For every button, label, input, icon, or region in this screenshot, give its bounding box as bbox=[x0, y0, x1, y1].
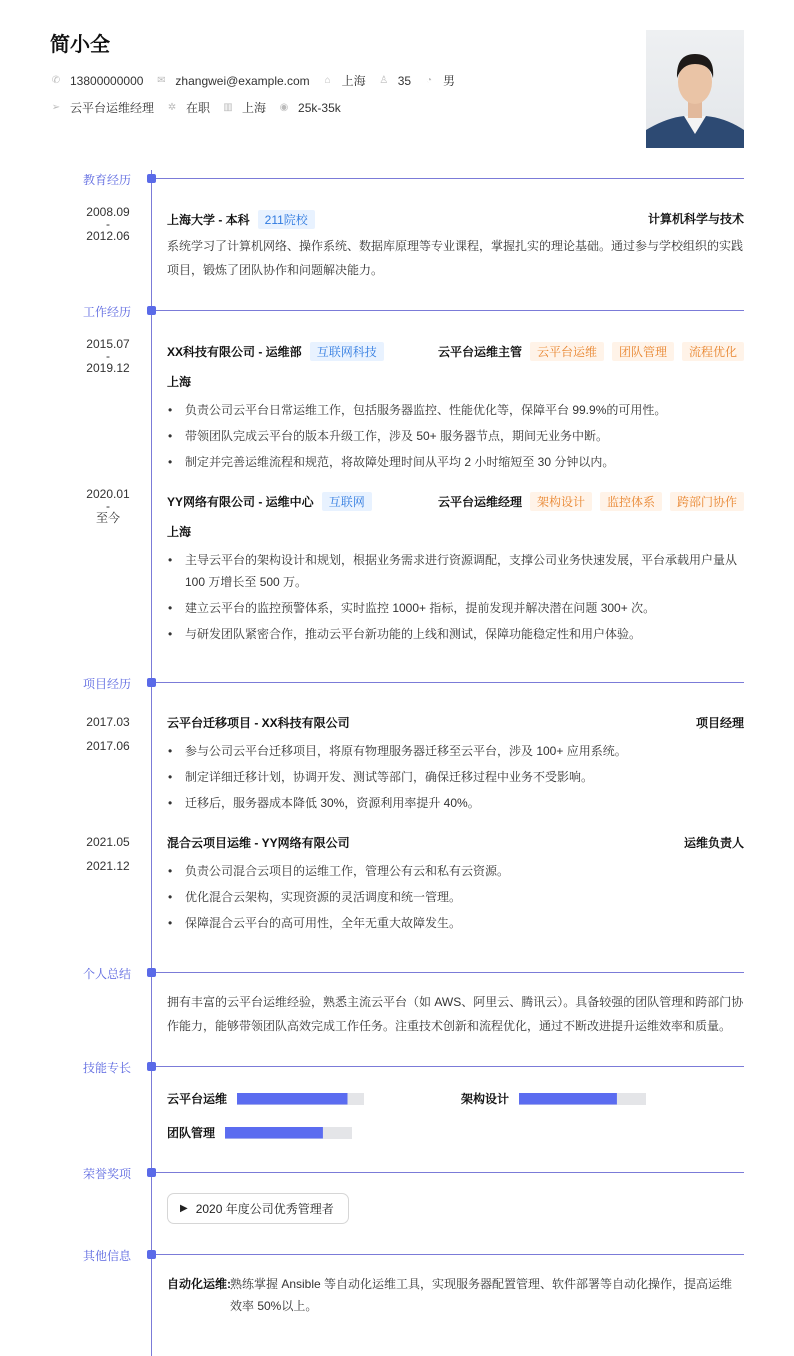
other-info bbox=[167, 1273, 744, 1317]
school: 上海大学 - 本科 bbox=[167, 213, 250, 227]
skill-tag: 监控体系 bbox=[600, 492, 662, 511]
skill-item bbox=[461, 1090, 646, 1107]
industry-tag: 互联网科技 bbox=[310, 342, 384, 361]
skill-tag: 流程优化 bbox=[682, 342, 744, 361]
timeline-dot bbox=[147, 968, 156, 977]
phone: 13800000000 bbox=[70, 73, 144, 88]
job-intent-row bbox=[50, 99, 353, 116]
age: 35 bbox=[397, 73, 412, 88]
skill-tag: 架构设计 bbox=[530, 492, 592, 511]
salary-icon: ◉ bbox=[279, 101, 289, 113]
major: 计算机科学与技术 bbox=[647, 212, 744, 226]
date-end: 2021.12 bbox=[86, 859, 130, 873]
award-item[interactable] bbox=[167, 1193, 349, 1224]
play-triangle-icon: ▶ bbox=[180, 1203, 188, 1214]
bullet: • 负责公司云平台日常运维工作，包括服务器监控、性能优化等，保障平台 99.9%的可用性。 bbox=[167, 399, 744, 421]
section-title-projects: 项目经历 bbox=[83, 677, 132, 691]
date-sep: - bbox=[106, 499, 110, 513]
work-city: 上海 bbox=[242, 101, 267, 115]
position: 云平台运维经理 bbox=[70, 101, 155, 115]
work-title bbox=[167, 342, 384, 361]
award-label: 2020 年度公司优秀管理者 bbox=[195, 1202, 334, 1216]
date-sep: - bbox=[106, 217, 110, 231]
phone-icon: ✆ bbox=[51, 74, 61, 86]
other-text: 熟练掌握 Ansible 等自动化运维工具，实现服务器配置管理、软件部署等自动化操作，提高运维效率 50%以上。 bbox=[230, 1277, 733, 1313]
project-role: 项目经理 bbox=[695, 716, 744, 730]
section-title-work: 工作经历 bbox=[83, 305, 132, 319]
date-start: 2017.03 bbox=[86, 715, 130, 729]
bullet: • 保障混合云平台的高可用性，全年无重大故障发生。 bbox=[167, 912, 744, 934]
skill-bar bbox=[225, 1127, 352, 1139]
project-dates bbox=[70, 830, 146, 878]
skill-name: 云平台运维 bbox=[167, 1092, 228, 1106]
work-role bbox=[438, 492, 744, 511]
date-end: 2019.12 bbox=[86, 361, 130, 375]
skill-bar bbox=[519, 1093, 646, 1105]
skill-name: 团队管理 bbox=[167, 1126, 216, 1140]
bullet: • 主导云平台的架构设计和规划，根据业务需求进行资源调配，支撑公司业务快速发展，平台承载用户量从 100 万增长至 500 万。 bbox=[167, 549, 744, 593]
timeline-dot bbox=[147, 1250, 156, 1259]
section-divider bbox=[156, 1254, 744, 1255]
bullet: • 优化混合云架构，实现资源的灵活调度和统一管理。 bbox=[167, 886, 744, 908]
status: 在职 bbox=[186, 101, 211, 115]
bullet: • 负责公司混合云项目的运维工作，管理公有云和私有云资源。 bbox=[167, 860, 744, 882]
section-title-skills: 技能专长 bbox=[83, 1061, 132, 1075]
role: 云平台运维主管 bbox=[437, 345, 522, 359]
skill-bar bbox=[237, 1093, 364, 1105]
project-role: 运维负责人 bbox=[683, 836, 744, 850]
summary-text: 拥有丰富的云平台运维经验，熟悉主流云平台（如 AWS、阿里云、腾讯云）。具备较强的团队管理和跨部门协作能力，能够带领团队高效完成工作任务。注重技术创新和流程优化，通过不断改进提升运维效率和质量。 bbox=[167, 995, 744, 1033]
bullet: • 与研发团队紧密合作，推动云平台新功能的上线和测试，保障功能稳定性和用户体验。 bbox=[167, 623, 744, 645]
work-dates bbox=[70, 338, 146, 374]
role: 云平台运维经理 bbox=[437, 495, 522, 509]
skill-item bbox=[167, 1124, 352, 1141]
work-city: 上海 bbox=[167, 375, 192, 389]
date-end: 至今 bbox=[95, 511, 120, 525]
home-icon: ⌂ bbox=[324, 74, 331, 86]
section-divider bbox=[156, 972, 744, 973]
education-dates bbox=[70, 206, 146, 242]
project-title: 云平台迁移项目 - XX科技有限公司 bbox=[167, 716, 350, 730]
timeline-dot bbox=[147, 174, 156, 183]
timeline-line bbox=[151, 170, 152, 1356]
section-title-summary: 个人总结 bbox=[83, 967, 132, 981]
date-end: 2012.06 bbox=[86, 229, 130, 243]
timeline-dot bbox=[147, 678, 156, 687]
gender: 男 bbox=[443, 74, 456, 88]
bullet: • 参与公司云平台迁移项目，将原有物理服务器迁移至云平台，涉及 100+ 应用系统。 bbox=[167, 740, 744, 762]
age-icon: ♙ bbox=[379, 74, 389, 86]
other-label: 自动化运维: bbox=[167, 1277, 231, 1291]
date-start: 2015.07 bbox=[86, 337, 130, 351]
date-start: 2021.05 bbox=[86, 835, 130, 849]
bullet: • 带领团队完成云平台的版本升级工作，涉及 50+ 服务器节点，期间无业务中断。 bbox=[167, 425, 744, 447]
send-icon: ➢ bbox=[51, 101, 61, 113]
candidate-name: 简小全 bbox=[50, 34, 110, 56]
work-city: 上海 bbox=[167, 525, 192, 539]
timeline-dot bbox=[147, 1168, 156, 1177]
mail-icon: ✉ bbox=[157, 74, 166, 86]
school-tag: 211院校 bbox=[258, 210, 315, 229]
timeline-dot bbox=[147, 306, 156, 315]
education-title bbox=[167, 210, 315, 229]
section-divider bbox=[156, 682, 744, 683]
section-divider bbox=[156, 178, 744, 179]
skill-name: 架构设计 bbox=[461, 1092, 510, 1106]
timeline-dot bbox=[147, 1062, 156, 1071]
date-start: 2008.09 bbox=[86, 205, 130, 219]
skill-tag: 跨部门协作 bbox=[670, 492, 744, 511]
gender-icon: ◔ bbox=[426, 74, 433, 86]
skill-bar-fill bbox=[519, 1093, 617, 1105]
skill-item bbox=[167, 1090, 364, 1107]
bullet: • 制定详细迁移计划，协调开发、测试等部门，确保迁移过程中业务不受影响。 bbox=[167, 766, 744, 788]
building-icon: ▥ bbox=[223, 101, 233, 113]
skill-tag: 团队管理 bbox=[612, 342, 674, 361]
section-title-awards: 荣誉奖项 bbox=[83, 1167, 132, 1181]
status-icon: ✲ bbox=[167, 101, 177, 113]
section-title-other: 其他信息 bbox=[83, 1249, 132, 1263]
skill-tag: 云平台运维 bbox=[530, 342, 604, 361]
avatar-photo bbox=[646, 30, 744, 148]
work-role bbox=[438, 342, 744, 361]
work-dates bbox=[70, 488, 146, 524]
skill-bar-fill bbox=[225, 1127, 323, 1139]
section-divider bbox=[156, 1066, 744, 1067]
bullet: • 建立云平台的监控预警体系，实时监控 1000+ 指标，提前发现并解决潜在问题 300+ 次。 bbox=[167, 597, 744, 619]
city: 上海 bbox=[341, 74, 366, 88]
salary: 25k-35k bbox=[298, 100, 341, 115]
contact-row bbox=[50, 72, 467, 89]
bullet: • 制定并完善运维流程和规范，将故障处理时间从平均 2 小时缩短至 30 分钟以内。 bbox=[167, 451, 744, 473]
project-title: 混合云项目运维 - YY网络有限公司 bbox=[167, 836, 350, 850]
education-desc: 系统学习了计算机网络、操作系统、数据库原理等专业课程，掌握扎实的理论基础。通过参与学校组织的实践项目，锻炼了团队协作和问题解决能力。 bbox=[167, 239, 744, 277]
date-sep: - bbox=[106, 349, 110, 363]
email: zhangwei@example.com bbox=[175, 73, 310, 88]
company: XX科技有限公司 - 运维部 bbox=[167, 345, 302, 359]
section-divider bbox=[156, 310, 744, 311]
work-title bbox=[167, 492, 372, 511]
date-start: 2020.01 bbox=[86, 487, 130, 501]
bullet: • 迁移后，服务器成本降低 30%，资源利用率提升 40%。 bbox=[167, 792, 744, 814]
date-end: 2017.06 bbox=[86, 739, 130, 753]
company: YY网络有限公司 - 运维中心 bbox=[167, 495, 314, 509]
project-dates bbox=[70, 710, 146, 758]
section-title-education: 教育经历 bbox=[83, 173, 132, 187]
skill-bar-fill bbox=[237, 1093, 347, 1105]
industry-tag: 互联网 bbox=[322, 492, 372, 511]
section-divider bbox=[156, 1172, 744, 1173]
